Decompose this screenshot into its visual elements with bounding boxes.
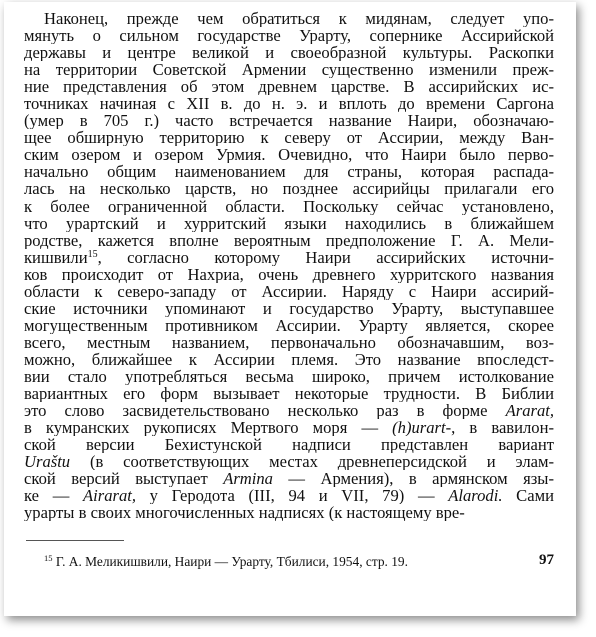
text-line-10: начально общим наименованием для страны, которая распада-	[24, 163, 554, 181]
text-line-7: (умер в 705 г.) часто встречается название Наири, обозначаю-	[24, 112, 554, 130]
footnote-text: Г. А. Меликишвили, Наири — Урарту, Тбилиси, 1954, стр. 19.	[55, 554, 408, 569]
text-line-13: что урартский и хурритский языки находились в ближайшем	[24, 214, 554, 232]
text-line-24	[24, 402, 554, 419]
text-line-1: Наконец, прежде чем обратиться к мидянам, следует упо-	[44, 10, 554, 28]
text-line-24-start: это слово засвидетельствовано несколько раз в форме	[24, 402, 488, 420]
text-line-18: ские источники упоминают и государство Урарту, выступавшее	[24, 299, 554, 317]
text-line-25	[24, 419, 554, 436]
text-line-3: державы и центре великой и своеобразной культуры. Раскопки	[24, 44, 554, 62]
text-line-20: всего, местным названием, первоначально обозначавшим, воз-	[24, 333, 554, 351]
text-line-29-mid: у Геродота (III, 94 и VII, 79) —	[136, 487, 449, 505]
text-line-28	[24, 470, 554, 487]
text-line-25-rest: , в вавилон-	[451, 419, 554, 437]
text-line-28-start: ской версий выступает	[24, 470, 224, 488]
text-line-30: урарты в своих многочисленных надписях (к настоящему вре-	[24, 504, 465, 522]
page-number: 97	[539, 552, 554, 568]
text-line-29	[24, 487, 554, 504]
italic-term-armina: Armina	[223, 470, 273, 488]
text-line-29-end: Сами	[516, 487, 554, 505]
text-line-29-start: ке —	[24, 487, 83, 505]
text-line-19: могущественным противником Ассирии. Урарту является, скорее	[24, 316, 554, 334]
text-line-9: ским озером и озером Урмия. Очевидно, что Наири было перво-	[24, 146, 554, 164]
text-line-15	[24, 249, 554, 266]
text-line-2: мянуть о сильном государстве Урарту, сопернике Ассирийской	[24, 27, 554, 45]
footnote-number: 15	[44, 553, 53, 563]
italic-term-urashtu: Uraštu	[24, 453, 71, 471]
text-line-27-rest: (в соответствующих местах древнеперсидской и элам-	[70, 453, 554, 471]
text-line-14: родстве, кажется вполне вероятным предположение Г. А. Мели-	[24, 231, 554, 249]
text-line-12: к более ограниченной области. Поскольку сейчас установлено,	[24, 197, 554, 215]
italic-term-airarat: Airarat,	[82, 487, 136, 505]
text-line-8: щее обширную территорию к северу от Ассирии, между Ван-	[24, 129, 554, 147]
text-line-23: вариантных его форм вызывает некоторые трудности. В Библии	[24, 385, 554, 403]
text-line-5: ние представления об этом древнем царстве. В ассирийских ис-	[24, 78, 554, 96]
italic-term-alarodi: Alarodi.	[448, 487, 503, 505]
text-line-22: вии стало употребляться весьма широко, причем истолкование	[24, 367, 554, 386]
text-line-6: точниках начиная с XII в. до н. э. и вплоть до времени Саргона	[24, 95, 554, 113]
text-line-15-start: кишвили	[24, 248, 88, 266]
book-page	[4, 2, 576, 616]
footnote	[44, 554, 408, 570]
italic-term-hurart: (h)urart-	[392, 419, 452, 437]
text-line-11: лась на несколько царств, но позднее ассирийцы прилагали его	[24, 180, 554, 198]
text-line-25-start: в кумранских рукописях Мертвого моря —	[24, 419, 393, 437]
text-line-27	[24, 453, 554, 470]
footnote-separator	[26, 540, 124, 541]
text-line-17: области к северо-западу от Ассирии. Наряду с Наири ассирий-	[24, 282, 554, 300]
text-line-4: на территории Советской Армении существенно изменили преж-	[24, 61, 554, 79]
main-paragraph	[24, 10, 554, 521]
text-line-16: ков происходит от Нахриа, очень древнего хурритского названия	[24, 265, 554, 283]
footnote-ref-15: 15	[87, 248, 98, 260]
text-line-28-rest: — Армения), в армянском язы-	[272, 470, 554, 488]
text-line-21: можно, ближайшее к Ассирии племя. Это название впоследст-	[24, 350, 554, 368]
text-line-15-rest: , согласно которому Наири ассирийских источни-	[97, 248, 554, 266]
italic-term-ararat: Ararat,	[505, 402, 554, 420]
text-line-26: ской версии Бехистунской надписи представлен вариант	[24, 436, 554, 454]
